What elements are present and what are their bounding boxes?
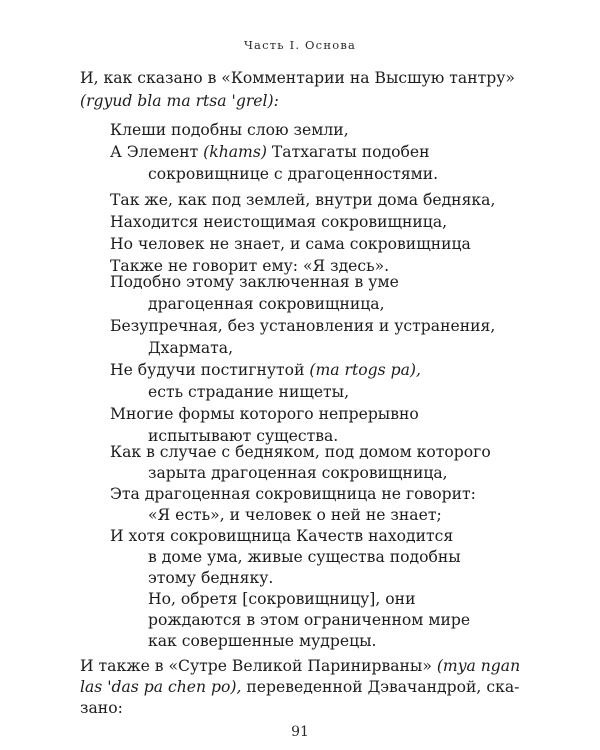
stanza3-line-2: драгоценная сокровищница,	[148, 295, 385, 313]
closing-line-3: зано:	[80, 699, 123, 717]
stanza3-line-1: Подобно этому заключенная в уме	[110, 273, 399, 291]
intro-line-2	[80, 91, 279, 111]
stanza3-line-7: Многие формы которого непрерывно	[110, 405, 419, 423]
stanza1-line-2-post: Татхагаты подобен	[266, 143, 430, 161]
stanza1-line-1: Клеши подобны слою земли,	[110, 121, 349, 139]
running-head: Часть I. Основа	[243, 38, 357, 52]
stanza2-line-3: Но человек не знает, и сама сокровищница	[110, 235, 471, 253]
closing-line-1	[80, 656, 520, 676]
stanza4-line-3: Эта драгоценная сокровищница не говорит:	[110, 485, 476, 503]
stanza2-line-2: Находится неистощимая сокровищница,	[110, 213, 448, 231]
stanza4-line-1: Как в случае с бедняком, под домом которого	[110, 443, 491, 461]
stanza1-line-2-pre: А Элемент	[110, 143, 204, 161]
stanza3-transliteration: (ma rtogs pa),	[309, 361, 421, 379]
stanza3-line-3: Безупречная, без установления и устранения,	[110, 317, 496, 335]
stanza1-line-2	[110, 142, 430, 162]
intro-line-1: И, как сказано в «Комментарии на Высшую тантру»	[80, 69, 515, 87]
stanza4-line-6: в доме ума, живые существа подобны	[148, 548, 461, 566]
stanza3-line-4: Дхармата,	[148, 339, 234, 357]
intro-transliteration: (rgyud bla ma rtsa 'grel):	[80, 92, 279, 110]
stanza1-transliteration: (khams)	[203, 143, 267, 161]
closing-transliteration-1: (mya ngan	[436, 657, 521, 675]
closing-line-1-pre: И также в «Сутре Великой Паринирваны»	[80, 657, 437, 675]
stanza3-line-6: есть страдание нищеты,	[148, 383, 350, 401]
page-number: 91	[291, 724, 309, 740]
stanza4-line-9: рождаются в этом ограниченном мире	[148, 611, 471, 629]
stanza4-line-2: зарыта драгоценная сокровищница,	[148, 464, 448, 482]
stanza4-line-5: И хотя сокровищница Качеств находится	[110, 527, 454, 545]
stanza2-line-4: Также не говорит ему: «Я здесь».	[110, 257, 390, 275]
closing-line-2	[80, 677, 519, 697]
stanza4-line-8: Но, обретя [сокровищницу], они	[148, 590, 416, 608]
stanza4-line-10: как совершенные мудрецы.	[148, 632, 377, 650]
stanza1-line-3: сокровищнице с драгоценностями.	[148, 165, 439, 183]
stanza3-line-5-pre: Не будучи постигнутой	[110, 361, 310, 379]
stanza4-line-4: «Я есть», и человек о ней не знает;	[148, 506, 442, 524]
stanza4-line-7: этому бедняку.	[148, 569, 274, 587]
stanza3-line-8: испытывают существа.	[148, 427, 339, 445]
stanza3-line-5	[110, 360, 421, 380]
closing-line-2-post: переведенной Дэвачандрой, ска-	[241, 678, 520, 696]
stanza2-line-1: Так же, как под землей, внутри дома бедняка,	[110, 191, 496, 209]
closing-transliteration-2: las 'das pa chen po),	[80, 678, 242, 696]
